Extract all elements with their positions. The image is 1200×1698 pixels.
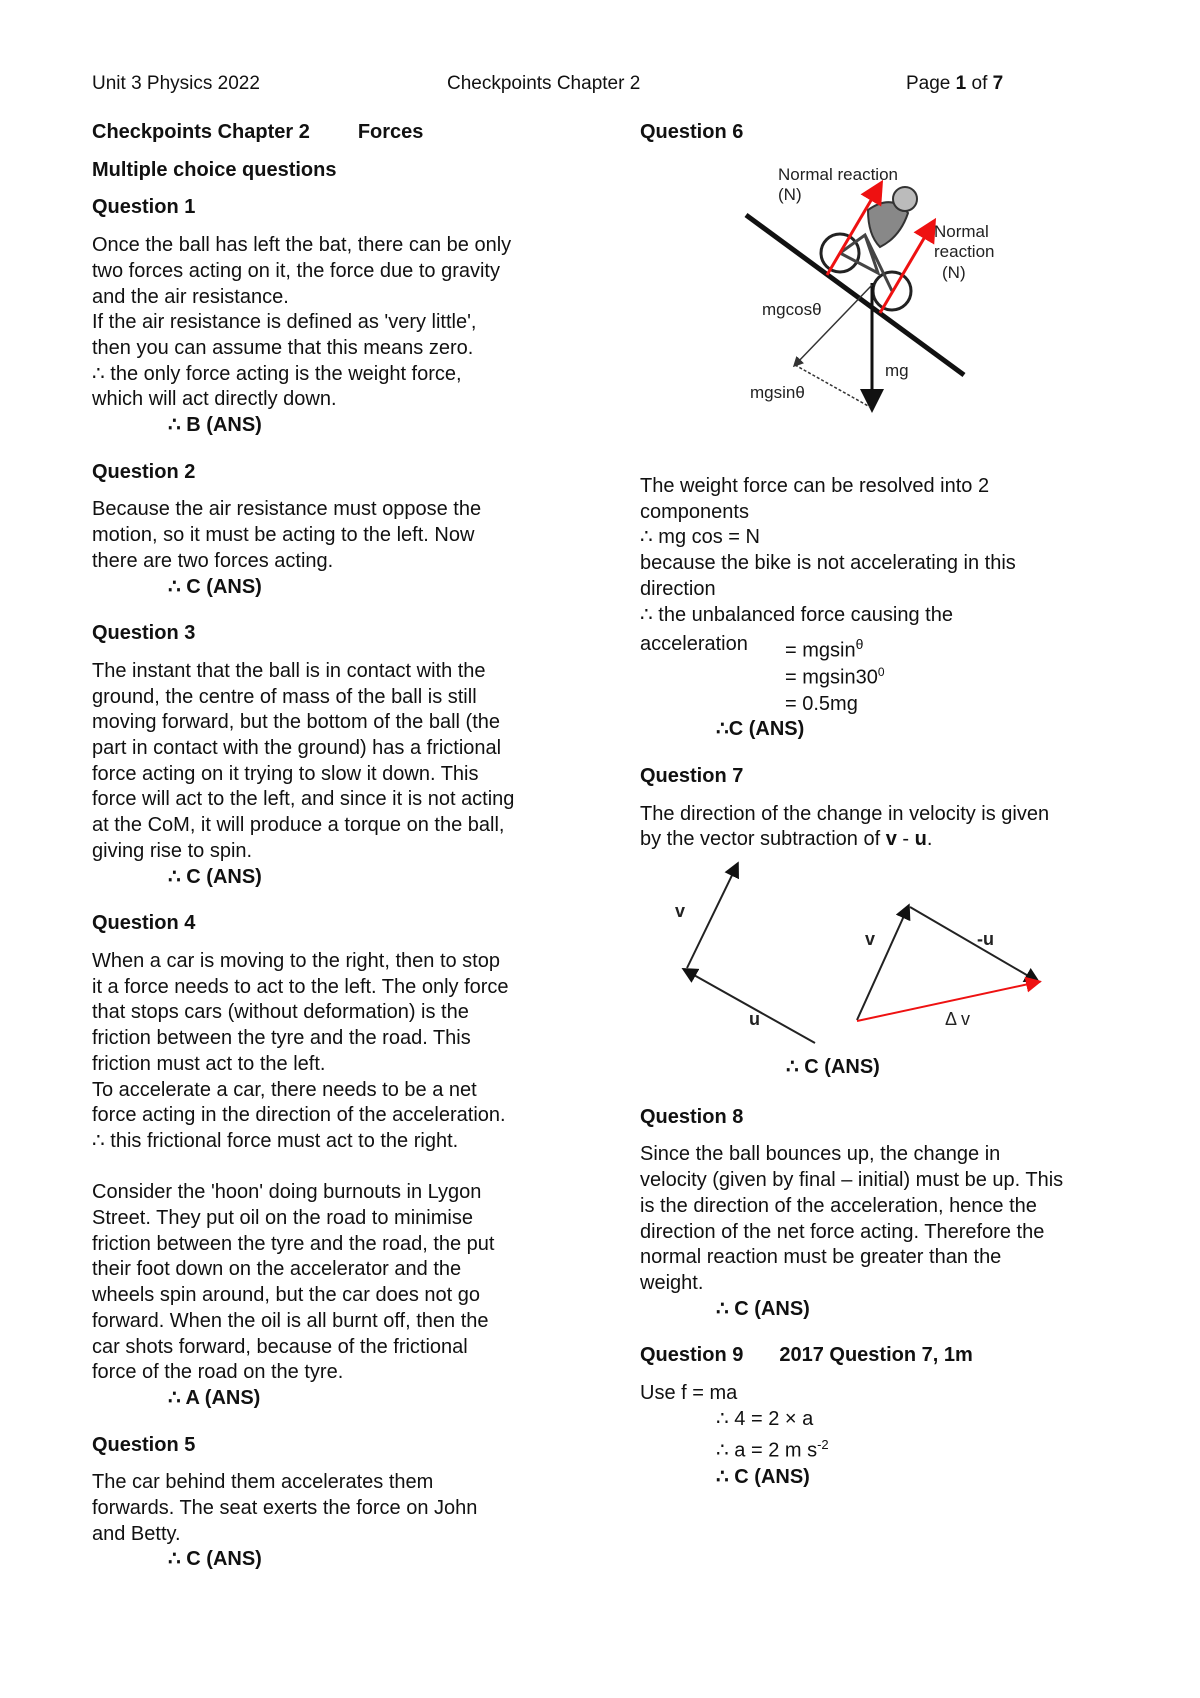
q6-heading: Question 6 — [640, 121, 744, 143]
q2-line: motion, so it must be acting to the left. Now — [92, 524, 475, 547]
header-left: Unit 3 Physics 2022 — [92, 73, 260, 94]
q3-line: The instant that the ball is in contact with the — [92, 659, 486, 682]
page-prefix: Page — [906, 73, 956, 94]
label-neg-u: -u — [977, 929, 994, 949]
q6-calc-row — [640, 632, 1130, 660]
q4-line: force of the road on the tyre. — [92, 1361, 344, 1384]
q7-v: v — [885, 828, 897, 851]
mgcos-theta: θ — [812, 300, 822, 319]
incline-surface — [746, 215, 964, 375]
q3-line: force acting on it trying to slow it down. This — [92, 762, 479, 785]
q6-answer: ∴C (ANS) — [716, 718, 805, 741]
q3-line: force will act to the left, and since it is not acting — [92, 788, 515, 811]
header-center: Checkpoints Chapter 2 — [447, 73, 641, 94]
q8-line: weight. — [640, 1271, 704, 1294]
q2-line: there are two forces acting. — [92, 549, 334, 572]
mgsin-arrow — [795, 365, 870, 407]
q4-line: wheels spin around, but the car does not go — [92, 1284, 481, 1307]
calc-step-3: = 0.5mg — [785, 692, 858, 715]
q4-line: car shots forward, because of the frictional — [92, 1335, 468, 1358]
q9-line: ∴ 4 = 2 × a — [716, 1407, 814, 1430]
q6-line: ∴ the unbalanced force causing the — [640, 603, 953, 626]
q1-line: which will act directly down. — [92, 388, 337, 411]
q6-line: The weight force can be resolved into 2 — [640, 475, 990, 497]
vector-v — [687, 865, 737, 968]
calc-step-2 — [640, 660, 1130, 691]
q3-line: moving forward, but the bottom of the ball (the — [92, 711, 500, 734]
q8-heading: Question 8 — [640, 1105, 744, 1128]
q9-line: Use f = ma — [640, 1382, 738, 1405]
q7-body — [640, 802, 1130, 853]
calc-step-1 — [785, 632, 863, 664]
label-u1: u — [749, 1009, 760, 1029]
q2-heading: Question 2 — [92, 460, 196, 483]
mgcos-label — [762, 300, 822, 319]
q1-answer: ∴ B (ANS) — [168, 414, 262, 437]
q9-title: Question 9 — [640, 1344, 744, 1367]
q5-line: The car behind them accelerates them — [92, 1471, 434, 1494]
normal-label-b2: reaction — [934, 242, 995, 261]
q3-line: ground, the centre of mass of the ball is still — [92, 685, 477, 708]
q7-heading: Question 7 — [640, 764, 744, 787]
page-number: 1 — [955, 73, 967, 94]
q8-line: is the direction of the acceleration, hence the — [640, 1194, 1037, 1217]
title-topic: Forces — [357, 121, 424, 143]
label-delta-v: Δ v — [945, 1009, 971, 1029]
q4-line: force acting in the direction of the acceleration. — [92, 1104, 506, 1127]
q2-body — [92, 497, 592, 600]
q4-answer: ∴ A (ANS) — [168, 1386, 261, 1409]
q5-heading: Question 5 — [92, 1433, 196, 1456]
q9-heading — [640, 1343, 1130, 1369]
q6-line: because the bike is not accelerating in this — [640, 552, 1016, 575]
label-v2: v — [865, 929, 876, 949]
q9-line-3 — [640, 1432, 1130, 1464]
q8-line: direction of the net force acting. Therefore the — [640, 1220, 1045, 1243]
vector-u — [685, 970, 815, 1043]
q7-u: u — [914, 828, 927, 851]
q7-answer: ∴ C (ANS) — [786, 1056, 880, 1078]
q5-line: forwards. The seat exerts the force on John — [92, 1497, 478, 1520]
label-v1: v — [675, 901, 686, 921]
q3-answer: ∴ C (ANS) — [168, 865, 262, 888]
normal-label-b3: (N) — [942, 263, 966, 282]
q9-body — [640, 1381, 1130, 1490]
q6-line: components — [640, 500, 749, 523]
header-page — [906, 73, 1003, 95]
page-total: 7 — [992, 73, 1004, 94]
q4-line: forward. When the oil is all burnt off, then the — [92, 1309, 489, 1332]
q6-line: direction — [640, 577, 716, 600]
calc-step-2-sup: 0 — [877, 665, 885, 680]
q8-line: Since the ball bounces up, the change in — [640, 1143, 1001, 1166]
q5-body — [92, 1470, 592, 1573]
q8-answer: ∴ C (ANS) — [716, 1297, 810, 1320]
q4-line: that stops cars (without deformation) is the — [92, 1001, 469, 1024]
q4-heading: Question 4 — [92, 912, 196, 935]
mgsin-theta: θ — [795, 383, 805, 402]
calc-step-1-text: = mgsin — [785, 639, 856, 662]
mgsin-label — [750, 383, 805, 402]
q1-line: If the air resistance is defined as 'very little', — [92, 311, 477, 334]
rider-head — [893, 187, 917, 211]
q7-period: . — [926, 828, 933, 851]
q9-line3-text: ∴ a = 2 m s — [716, 1440, 818, 1463]
q4-line: Consider the 'hoon' doing burnouts in Lygon — [92, 1181, 482, 1204]
q4-line: it a force needs to act to the left. The only force — [92, 975, 509, 998]
normal-label-a: Normal reaction — [778, 165, 898, 184]
q4-line: their foot down on the accelerator and the — [92, 1258, 462, 1281]
q3-line: part in contact with the ground) has a frictional — [92, 737, 502, 760]
q4-line: To accelerate a car, there needs to be a net — [92, 1078, 477, 1101]
q8-line: velocity (given by final – initial) must be up. This — [640, 1169, 1064, 1192]
right-column — [640, 120, 1130, 146]
mg-label: mg — [885, 361, 909, 380]
vector-subtraction-diagram — [665, 855, 1065, 1055]
q3-line: at the CoM, it will produce a torque on the ball, — [92, 814, 505, 837]
q9-ref: 2017 Question 7, 1m — [779, 1344, 973, 1367]
q1-line: ∴ the only force acting is the weight force, — [92, 362, 462, 385]
q9-answer: ∴ C (ANS) — [716, 1465, 810, 1488]
q1-line: two forces acting on it, the force due to gravity — [92, 259, 500, 282]
normal-label-a-unit: (N) — [778, 185, 802, 204]
q3-body — [92, 659, 592, 890]
q4-line: friction between the tyre and the road, the put — [92, 1232, 495, 1255]
q4-line: friction must act to the left. — [92, 1052, 326, 1075]
q1-heading: Question 1 — [92, 196, 196, 219]
q3-heading: Question 3 — [92, 622, 196, 645]
q1-line: Once the ball has left the bat, there can be only — [92, 234, 512, 257]
q9-line3-sup: -2 — [817, 1437, 829, 1453]
q5-line: and Betty. — [92, 1522, 181, 1545]
q7-line2-prefix: by the vector subtraction of — [640, 828, 886, 851]
q2-line: Because the air resistance must oppose the — [92, 498, 482, 521]
q4-line: When a car is moving to the right, then to stop — [92, 949, 500, 972]
vector-neg-u — [910, 907, 1037, 981]
page-mid: of — [966, 73, 993, 94]
normal-label-b1: Normal — [934, 222, 989, 241]
mgsin-text: mgsin — [750, 383, 796, 402]
q4-body — [92, 949, 592, 1412]
subtitle: Multiple choice questions — [92, 158, 337, 181]
q2-answer: ∴ C (ANS) — [168, 575, 262, 598]
q7-line: The direction of the change in velocity is given — [640, 802, 1050, 825]
q4-line: ∴ this frictional force must act to the right. — [92, 1129, 459, 1152]
q7-minus: - — [896, 828, 915, 851]
q4-line: friction between the tyre and the road. This — [92, 1027, 471, 1050]
incline-force-diagram — [730, 155, 1030, 425]
title-text: Checkpoints Chapter 2 — [92, 121, 310, 143]
left-column — [92, 120, 592, 1573]
q1-line: then you can assume that this means zero. — [92, 336, 474, 359]
q8-body — [640, 1142, 1130, 1322]
q3-line: giving rise to spin. — [92, 839, 253, 862]
q5-answer: ∴ C (ANS) — [168, 1548, 262, 1571]
q6-line: ∴ mg cos = N — [640, 526, 760, 549]
calc-step-2-text: = mgsin30 — [785, 666, 878, 689]
q6-body — [640, 474, 1130, 853]
doc-title — [92, 120, 592, 146]
q1-line: and the air resistance. — [92, 285, 289, 308]
q1-body — [92, 233, 592, 439]
right-column-lower — [640, 1055, 1130, 1491]
mgcos-arrow — [795, 285, 872, 365]
q7-line-2 — [640, 827, 1130, 853]
calc-label: acceleration — [640, 633, 748, 656]
q8-line: normal reaction must be greater than the — [640, 1246, 1002, 1269]
vector-v2 — [857, 907, 908, 1020]
q4-line: Street. They put oil on the road to minimise — [92, 1207, 473, 1229]
mgcos-text: mgcos — [762, 300, 813, 319]
calc-step-1-theta: θ — [855, 636, 864, 653]
